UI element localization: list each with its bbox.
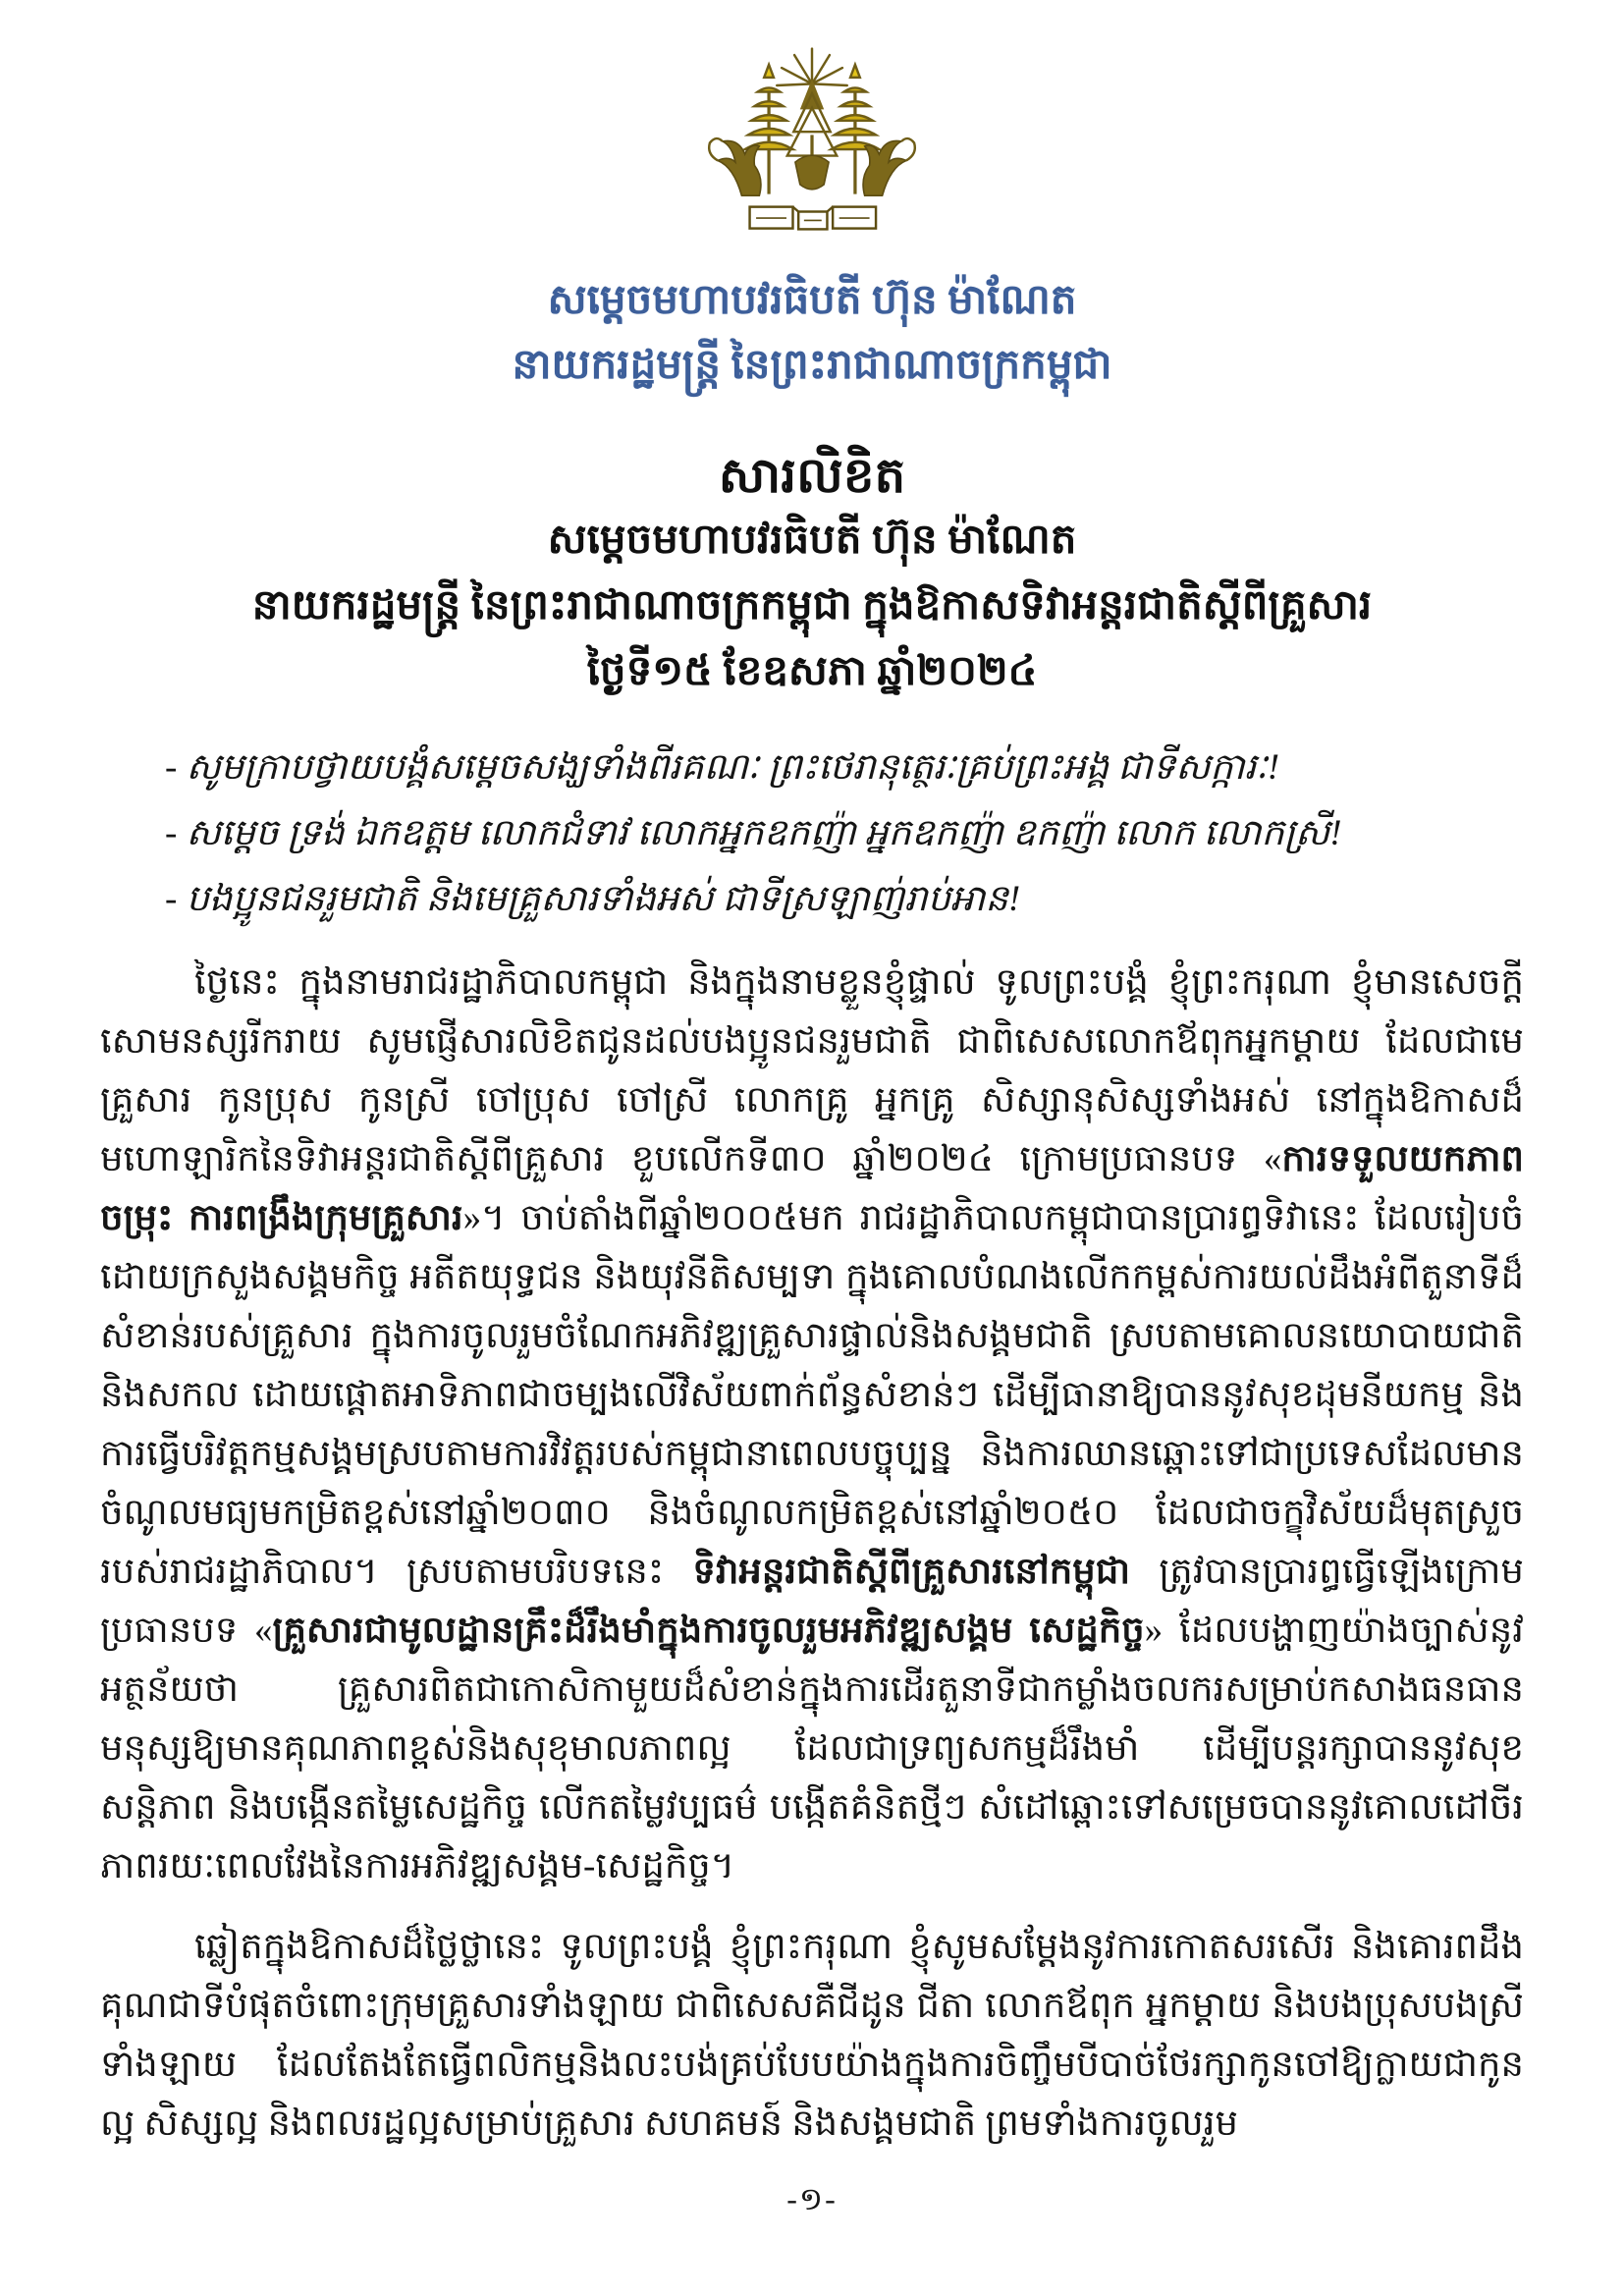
text-segment-bold: ការទទួលយកភាពចម្រុះ ការពង្រឹងក្រុមគ្រួសារ xyxy=(100,1139,1524,1238)
royal-arms-emblem xyxy=(0,0,1624,254)
text-segment: ថ្ងៃនេះ ក្នុងនាមរាជរដ្ឋាភិបាលកម្ពុជា និងក្នុងនាមខ្លួនខ្ញុំផ្ទាល់ ទូលព្រះបង្គំ ខ្ញុំព្រះករុណា ខ្ញុំមានសេចក្តីសោមនស្សរីករាយ សូមផ្ញើសារលិខិតជូនដល់បងប្អូនជនរួមជាតិ ជាពិសេសលោកឪពុកអ្នកម្តាយ ដែលជាមេគ្រួសារ កូនប្រុស កូនស្រី ចៅប្រុស ចៅស្រី លោកគ្រូ អ្នកគ្រូ សិស្សានុសិស្សទាំងអស់ នៅក្នុងឱកាសដ៏មហោឡារិកនៃទិវាអន្តរជាតិស្តីពីគ្រួសារ ខួបលើកទី៣០ ឆ្នាំ២០២៤ ក្រោមប្រធានបទ « xyxy=(100,962,1524,1179)
title-line-3: នាយករដ្ឋមន្ត្រី នៃព្រះរាជាណាចក្រកម្ពុជា ក្នុងឱកាសទិវាអន្តរជាតិស្តីពីគ្រួសារ xyxy=(251,583,1373,629)
salutation-line-1: - សូមក្រាបថ្វាយបង្គំសម្តេចសង្ឃទាំងពីរគណៈ ព្រះថេរានុត្ថេរៈគ្រប់ព្រះអង្គ ជាទីសក្ការៈ! xyxy=(165,747,1280,788)
page-number: -១- xyxy=(786,2181,838,2216)
text-segment: »។ ចាប់តាំងពីឆ្នាំ២០០៥មក រាជរដ្ឋាភិបាលកម្ពុជាបានប្រារព្ធទិវានេះ ដែលរៀបចំដោយក្រសួងសង្គមកិច្ច អតីតយុទ្ធជន និងយុវនីតិសម្បទា ក្នុងគោលបំណងលើកកម្ពស់ការយល់ដឹងអំពីតួនាទីដ៏សំខាន់របស់គ្រួសារ ក្នុងការចូលរួមចំណែកអភិវឌ្ឍគ្រួសារផ្ទាល់និងសង្គមជាតិ ស្របតាមគោលនយោបាយជាតិនិងសកល ដោយផ្តោតអាទិភាពជាចម្បងលើវិស័យពាក់ព័ន្ធសំខាន់ៗ ដើម្បីធានាឱ្យបាននូវសុខដុមនីយកម្ម និងការធ្វើបរិវត្តកម្មសង្គមស្របតាមការវិវត្តរបស់កម្ពុជានាពេលបច្ចុប្បន្ន និងការឈានឆ្ពោះទៅជាប្រទេសដែលមានចំណូលមធ្យមកម្រិតខ្ពស់នៅឆ្នាំ២០៣០ និងចំណូលកម្រិតខ្ពស់នៅឆ្នាំ២០៥០ ដែលជាចក្ខុវិស័យដ៏មុតស្រួចរបស់រាជរដ្ឋាភិបាល។ ស្របតាមបរិបទនេះ xyxy=(100,1198,1525,1592)
letterhead-line-2: នាយករដ្ឋមន្ត្រី នៃព្រះរាជាណាចក្រកម្ពុជា xyxy=(512,343,1112,388)
text-segment-bold: គ្រួសារជាមូលដ្ឋានគ្រឹះដ៏រឹងមាំក្នុងការចូលរួមអភិវឌ្ឍសង្គម សេដ្ឋកិច្ច xyxy=(272,1611,1145,1651)
title-line-1: សារលិខិត xyxy=(718,448,906,503)
text-segment: ឆ្លៀតក្នុងឱកាសដ៏ថ្លៃថ្លានេះ ទូលព្រះបង្គំ ខ្ញុំព្រះករុណា ខ្ញុំសូមសម្តែងនូវការកោតសរសើរ និងគោរពដឹងគុណជាទីបំផុតចំពោះក្រុមគ្រួសារទាំងឡាយ ជាពិសេសគឺជីដូន ជីតា លោកឪពុក អ្នកម្តាយ និងបងប្រុសបងស្រីទាំងឡាយ ដែលតែងតែធ្វើពលិកម្មនិងលះបង់គ្រប់បែបយ៉ាងក្នុងការចិញ្ចឹមបីបាច់ថែរក្សាកូនចៅឱ្យក្លាយជាកូនល្អ សិស្សល្អ និងពលរដ្ឋល្អសម្រាប់គ្រួសារ សហគមន៍ និងសង្គមជាតិ ព្រមទាំងការចូលរួម xyxy=(100,1927,1524,2144)
royal-arms-icon xyxy=(692,41,932,249)
text-segment: ត្រូវបានប្រារព្ធធ្វើឡើងក្រោមប្រធានបទ « xyxy=(100,1552,1524,1651)
body-paragraph-1 xyxy=(100,954,1524,1896)
text-segment: » ដែលបង្ហាញយ៉ាងច្បាស់នូវអត្ថន័យថា គ្រួសារពិតជាកោសិកាមួយដ៏សំខាន់ក្នុងការដើរតួនាទីជាកម្លាំងចលករសម្រាប់កសាងធនធានមនុស្សឱ្យមានគុណភាពខ្ពស់និងសុខុមាលភាពល្អ ដែលជាទ្រព្យសកម្មដ៏រឹងមាំ ដើម្បីបន្តរក្សាបាននូវសុខសន្តិភាព និងបង្កើនតម្លៃសេដ្ឋកិច្ច លើកតម្លៃវប្បធម៌ បង្កើតគំនិតថ្មីៗ សំដៅឆ្ពោះទៅសម្រេចបាននូវគោលដៅចីរភាពរយៈពេលវែងនៃការអភិវឌ្ឍសង្គម-សេដ្ឋកិច្ច។ xyxy=(100,1611,1525,1886)
document-title xyxy=(0,443,1624,705)
title-line-2: សម្តេចមហាបវរធិបតី ហ៊ុន ម៉ាណែត xyxy=(547,518,1077,563)
salutation-line-3: - បងប្អូនជនរួមជាតិ និងមេគ្រួសារទាំងអស់ ជាទីស្រឡាញ់រាប់អាន! xyxy=(165,879,1021,919)
letterhead xyxy=(0,268,1624,398)
salutation-list xyxy=(165,735,1506,932)
text-segment-bold: ទិវាអន្តរជាតិស្តីពីគ្រួសារនៅកម្ពុជា xyxy=(692,1552,1130,1592)
body-paragraph-2 xyxy=(100,1918,1524,2154)
title-line-4: ថ្ងៃទី១៥ ខែឧសភា ឆ្នាំ២០២៤ xyxy=(586,649,1038,694)
letterhead-line-1: សម្តេចមហាបវរធិបតី ហ៊ុន ម៉ាណែត xyxy=(547,278,1077,323)
salutation-line-2: - សម្តេច ទ្រង់ ឯកឧត្តម លោកជំទាវ លោកអ្នកឧកញ៉ា អ្នកឧកញ៉ា ឧកញ៉ា លោក លោកស្រី! xyxy=(165,813,1342,853)
